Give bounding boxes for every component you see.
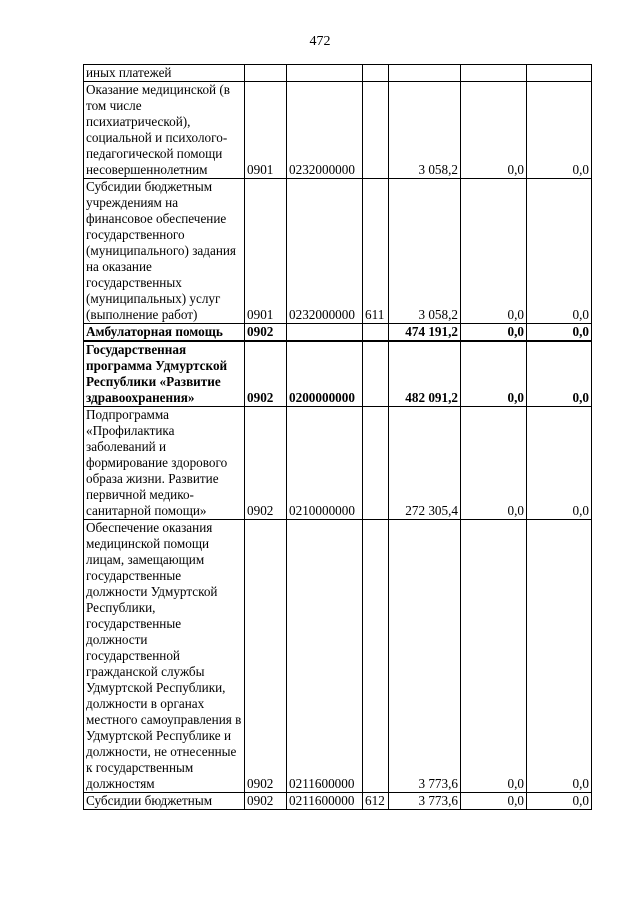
table-row — [84, 341, 592, 407]
amount-year2-cell: 0,0 — [461, 179, 527, 324]
budget-table — [83, 64, 592, 810]
target-article-cell — [287, 65, 363, 82]
expense-type-cell — [363, 341, 389, 407]
amount-year2-cell — [461, 65, 527, 82]
amount-year1-cell: 272 305,4 — [389, 407, 461, 520]
section-code-cell: 0902 — [245, 520, 287, 793]
section-code-cell: 0902 — [245, 407, 287, 520]
expense-type-cell — [363, 82, 389, 179]
section-code-cell — [245, 65, 287, 82]
amount-year1-cell: 482 091,2 — [389, 341, 461, 407]
row-name-cell: Подпрограмма «Профилактика заболеваний и формирование здорового образа жизни. Развитие первичной медико-санитарной помощи» — [84, 407, 245, 520]
expense-type-cell — [363, 407, 389, 520]
amount-year3-cell: 0,0 — [527, 793, 592, 810]
target-article-cell — [287, 324, 363, 342]
expense-type-cell — [363, 520, 389, 793]
section-code-cell: 0902 — [245, 793, 287, 810]
amount-year1-cell: 3 773,6 — [389, 793, 461, 810]
table-row — [84, 82, 592, 179]
row-name-cell: Государственная программа Удмуртской Республики «Развитие здравоохранения» — [84, 341, 245, 407]
table-row — [84, 324, 592, 342]
page-number: 472 — [309, 34, 331, 49]
amount-year1-cell: 3 058,2 — [389, 179, 461, 324]
section-code-cell: 0902 — [245, 341, 287, 407]
target-article-cell: 0232000000 — [287, 82, 363, 179]
amount-year3-cell: 0,0 — [527, 82, 592, 179]
amount-year2-cell: 0,0 — [461, 793, 527, 810]
amount-year2-cell: 0,0 — [461, 82, 527, 179]
row-name-cell: Амбулаторная помощь — [84, 324, 245, 342]
target-article-cell: 0232000000 — [287, 179, 363, 324]
amount-year2-cell: 0,0 — [461, 324, 527, 342]
table-row — [84, 65, 592, 82]
target-article-cell: 0210000000 — [287, 407, 363, 520]
section-code-cell: 0901 — [245, 82, 287, 179]
table-row — [84, 793, 592, 810]
table-row — [84, 179, 592, 324]
amount-year1-cell: 474 191,2 — [389, 324, 461, 342]
row-name-cell: Оказание медицинской (в том числе психиатрической), социальной и психолого-педагогической помощи несовершеннолетним — [84, 82, 245, 179]
amount-year1-cell: 3 058,2 — [389, 82, 461, 179]
amount-year3-cell: 0,0 — [527, 324, 592, 342]
row-name-cell: Субсидии бюджетным — [84, 793, 245, 810]
row-name-cell: Обеспечение оказания медицинской помощи лицам, замещающим государственные должности Удмуртской Республики, государственные должности государственной гражданской службы Удмуртской Республики, должности в органах местного самоуправления в Удмуртской Республике и должности, не отнесенные к государственным должностям — [84, 520, 245, 793]
table-row — [84, 520, 592, 793]
amount-year3-cell: 0,0 — [527, 341, 592, 407]
amount-year1-cell: 3 773,6 — [389, 520, 461, 793]
amount-year3-cell: 0,0 — [527, 520, 592, 793]
table-row — [84, 407, 592, 520]
target-article-cell: 0200000000 — [287, 341, 363, 407]
amount-year1-cell — [389, 65, 461, 82]
target-article-cell: 0211600000 — [287, 793, 363, 810]
expense-type-cell — [363, 65, 389, 82]
expense-type-cell: 612 — [363, 793, 389, 810]
row-name-cell: иных платежей — [84, 65, 245, 82]
expense-type-cell — [363, 324, 389, 342]
row-name-cell: Субсидии бюджетным учреждениям на финансовое обеспечение государственного (муниципального) задания на оказание государственных (муниципальных) услуг (выполнение работ) — [84, 179, 245, 324]
amount-year3-cell: 0,0 — [527, 179, 592, 324]
table-body — [84, 65, 592, 810]
target-article-cell: 0211600000 — [287, 520, 363, 793]
section-code-cell: 0901 — [245, 179, 287, 324]
amount-year2-cell: 0,0 — [461, 520, 527, 793]
amount-year3-cell: 0,0 — [527, 407, 592, 520]
expense-type-cell: 611 — [363, 179, 389, 324]
amount-year2-cell: 0,0 — [461, 407, 527, 520]
amount-year2-cell: 0,0 — [461, 341, 527, 407]
amount-year3-cell — [527, 65, 592, 82]
section-code-cell: 0902 — [245, 324, 287, 342]
